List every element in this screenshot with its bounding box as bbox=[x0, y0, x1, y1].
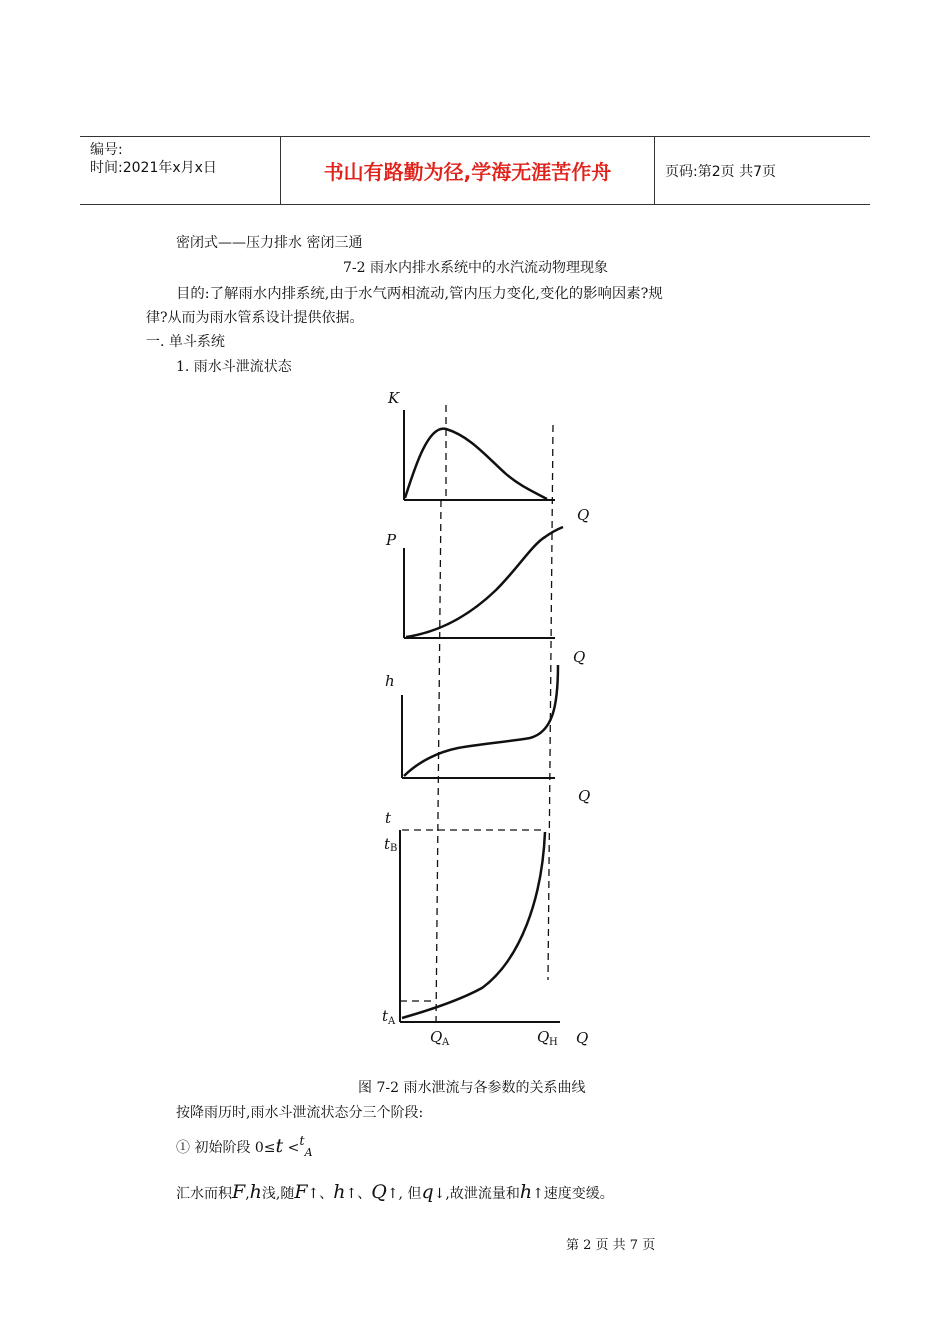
qh-label: Q bbox=[537, 1028, 550, 1046]
header-page-label: 页码:第2页 共7页 bbox=[665, 163, 776, 180]
h-q-label: Q bbox=[578, 787, 591, 805]
purpose-line-2: 律?从而为雨水管系设计提供依据。 bbox=[146, 310, 364, 326]
p-curve bbox=[406, 527, 563, 637]
tb-subscript: B bbox=[390, 843, 398, 854]
t-curve bbox=[402, 832, 545, 1018]
desc-arrow-2: ↑、 bbox=[345, 1186, 372, 1202]
number-label: 编号: bbox=[90, 142, 123, 158]
k-q-label: Q bbox=[577, 506, 590, 524]
desc-arrow-3: ↑, 但 bbox=[386, 1186, 422, 1202]
qa-label: Q bbox=[430, 1028, 443, 1046]
tb-label: t bbox=[384, 835, 391, 853]
curves bbox=[402, 429, 563, 1018]
desc-var-Q: Q bbox=[371, 1181, 387, 1203]
h-curve bbox=[404, 665, 558, 776]
p-label: P bbox=[386, 531, 397, 549]
subsection-title: 1. 雨水斗泄流状态 bbox=[176, 359, 292, 375]
h-label: h bbox=[385, 672, 395, 690]
desc-var-F2: F bbox=[294, 1181, 308, 1203]
desc-arrow-4: ↓,故泄流量和 bbox=[433, 1186, 520, 1202]
figure-caption: 图 7-2 雨水泄流与各参数的关系曲线 bbox=[358, 1080, 586, 1096]
desc-text-3: 浅,随 bbox=[261, 1186, 295, 1202]
k-curve bbox=[405, 429, 547, 499]
desc-var-q: q bbox=[421, 1181, 434, 1203]
section-title: 一. 单斗系统 bbox=[146, 334, 225, 350]
qh-subscript: H bbox=[549, 1037, 558, 1048]
qa-guide-lower bbox=[436, 500, 441, 1024]
ta-label: t bbox=[382, 1007, 389, 1025]
desc-var-h: h bbox=[249, 1181, 262, 1203]
stage-1-ta: t bbox=[299, 1134, 305, 1149]
stage-1-ta-sub: A bbox=[304, 1145, 313, 1159]
axes bbox=[400, 410, 560, 1022]
section-heading: 7-2 雨水内排水系统中的水汽流动物理现象 bbox=[343, 260, 608, 276]
ta-subscript: A bbox=[388, 1016, 396, 1027]
desc-var-h3: h bbox=[519, 1181, 533, 1203]
stage-1-line bbox=[176, 1132, 313, 1163]
desc-var-F: F bbox=[232, 1181, 246, 1203]
k-label: K bbox=[388, 389, 400, 407]
desc-arrow-1: ↑、 bbox=[307, 1186, 334, 1202]
desc-text-2: , bbox=[245, 1186, 250, 1202]
desc-text-1: 汇水而积 bbox=[176, 1186, 232, 1202]
time-label: 时间:2021年x月x日 bbox=[90, 160, 217, 176]
stage-1-lt: < bbox=[283, 1140, 300, 1156]
qa-subscript: A bbox=[442, 1037, 450, 1048]
header-motto: 书山有路勤为径,学海无涯苦作舟 bbox=[281, 137, 655, 204]
t-label: t bbox=[385, 809, 392, 827]
page-footer: 第 2 页 共 7 页 bbox=[566, 1238, 656, 1253]
guide-lines bbox=[400, 405, 553, 1024]
p-q-label: Q bbox=[573, 648, 586, 666]
stage-1-description bbox=[176, 1182, 614, 1204]
qh-guide bbox=[548, 425, 553, 980]
stages-intro: 按降雨历时,雨水斗泄流状态分三个阶段: bbox=[176, 1105, 424, 1121]
stage-1-prefix: ① 初始阶段 0≤ bbox=[176, 1140, 276, 1156]
desc-arrow-5: ↑速度变缓。 bbox=[532, 1186, 614, 1202]
stage-1-t: t bbox=[275, 1135, 284, 1157]
desc-var-h2: h bbox=[333, 1181, 346, 1203]
body-line-1: 密闭式——压力排水 密闭三通 bbox=[176, 235, 363, 251]
purpose-line-1: 目的:了解雨水内排系统,由于水气两相流动,管内压力变化,变化的影响因素?规 bbox=[176, 286, 663, 302]
t-q-label: Q bbox=[576, 1029, 589, 1047]
